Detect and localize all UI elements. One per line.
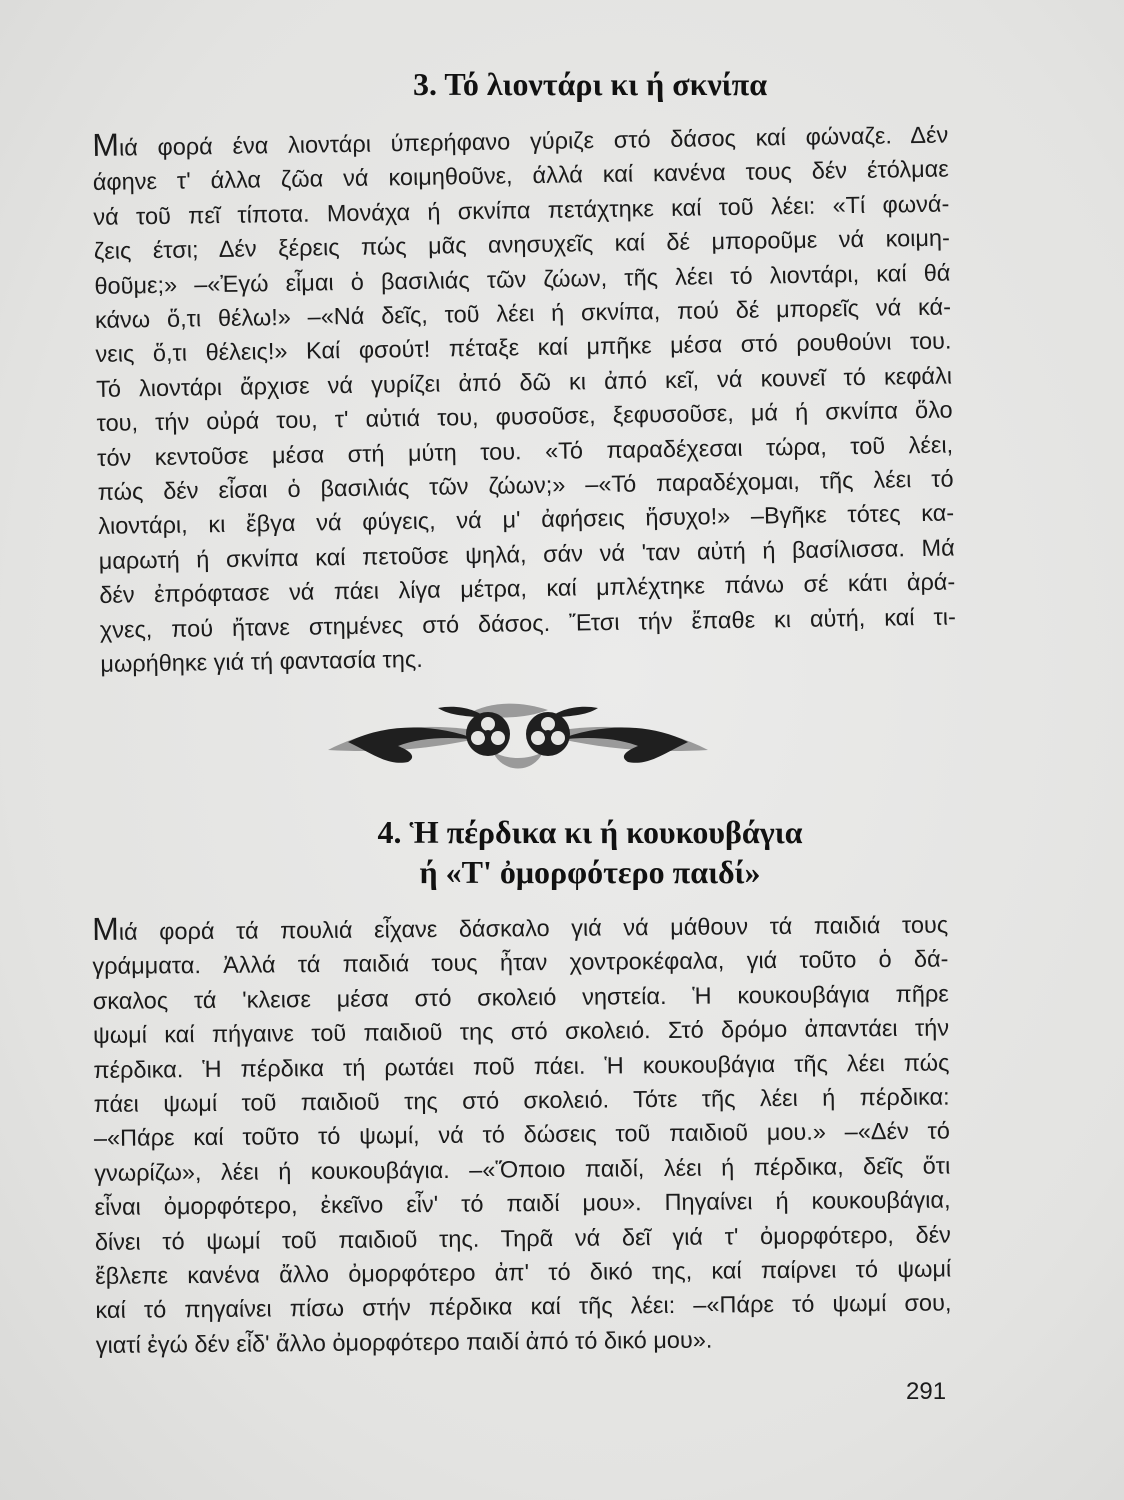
text-line: ἔβλεπε κανένα ἄλλο ὀμορφότερο ἀπ' τό δικό της, καί παίρνει τό ψωμί [95, 1255, 952, 1290]
drop-cap: Μ [91, 910, 119, 947]
text-line: πώς δέν εἶσαι ὁ βασιλιάς τῶν ζώων;» –«Τό παραδέχομαι, τῆς λέει τό [97, 465, 954, 506]
text-line: πάει ψωμί τοῦ παιδιοῦ της στό σκολειό. Τότε τῆς λέει ή πέρδικα: [93, 1083, 950, 1118]
text-line: λιοντάρι, κι ἔβγα νά φύγεις, νά μ' ἀφήσεις ἥσυχο!» –Βγῆκε τότες κα- [98, 499, 955, 540]
text-line: Μιά φορά τά πουλιά εἶχανε δάσκαλο γιά νά μάθουν τά παιδιά τους [91, 910, 949, 947]
text-line: γιατί ἐγώ δέν εἶδ' ἄλλο ὀμορφότερο παιδί ἀπό τό δικό μου». [95, 1326, 713, 1358]
text-line: πέρδικα. Ἡ πέρδικα τή ρωτάει ποῦ πάει. Ἡ κουκουβάγια τῆς λέει πώς [93, 1049, 950, 1083]
story2-text [92, 905, 952, 1363]
text-line: –«Πάρε καί τοῦτο τό ψωμί, νά τό δώσεις τοῦ παιδιοῦ μου.» –«Δέν τό [93, 1117, 951, 1152]
text-line: θοῦμε;» –«Ἐγώ εἶμαι ὁ βασιλιάς τῶν ζώων, τῆς λέει τό λιοντάρι, καί θά [94, 259, 951, 299]
text-line: εἶναι ὀμορφότερο, ἐκεῖνο εἶν' τό παιδί μου». Πηγαίνει ή κουκουβάγια, [94, 1186, 951, 1221]
text-line: δίνει τό ψωμί τοῦ παιδιοῦ της. Τηρᾶ νά δεῖ γιά τ' ὀμορφότερο, δέν [94, 1221, 951, 1255]
text-line: τόν κεντοῦσε μέσα στή μύτη του. «Τό παραδέχεσαι τώρα, τοῦ λέει, [96, 431, 954, 471]
text-line: σκαλος τά 'κλεισε μέσα στό σκολειό νηστεία. Ἡ κουκουβάγια πῆρε [92, 980, 949, 1014]
text-line: δέν ἐπρόφτασε νά πάει λίγα μέτρα, καί μπλέχτηκε πάνω σέ κάτι ἀρά- [99, 568, 956, 609]
story2-title-line2: ή «Τ' ὀμορφότερο παιδί» [419, 854, 761, 890]
text-line: νά τοῦ πεῖ τίποτα. Μονάχα ή σκνίπα πετάχτηκε καί τοῦ λέει: «Τί φωνά- [93, 190, 950, 230]
text-line: γράμματα. Ἀλλά τά παιδιά τους ἦταν χοντροκέφαλα, γιά τοῦτο ὁ δά- [92, 945, 949, 980]
text-line: καί τό πηγαίνει πίσω στήν πέρδικα καί τῆς λέει: –«Πάρε τό ψωμί σου, [95, 1289, 952, 1324]
text-line: άφηνε τ' άλλα ζῶα νά κοιμηθοῦνε, άλλά καί κανένα τους δέν έτόλμαε [92, 155, 949, 196]
text-line: νεις ὅ,τι θέλεις!» Καί φσούτ! πέταξε καί μπῆκε μέσα στό ρουθούνι του. [95, 327, 952, 368]
drop-cap: Μ [91, 126, 120, 163]
text-line: ψωμί καί πήγαινε τοῦ παιδιοῦ της στό σκολειό. Στό δρόμο ἀπαντάει τήν [92, 1014, 950, 1049]
floral-ornament-icon [318, 694, 718, 774]
text-line: ζεις έτσι; Δέν ξέρεις πώς μᾶς ανησυχεῖς καί δέ μποροῦμε νά κοιμη- [93, 224, 951, 265]
text-line: γνωρίζω», λέει ή κουκουβάγια. –«Ὅποιο παιδί, λέει ή πέρδικα, δεῖς ὅτι [94, 1152, 951, 1186]
text-line: του, τήν οὐρά του, τ' αὐτιά του, φυσοῦσε, ξεφυσοῦσε, μά ή σκνίπα ὅλο [96, 396, 953, 437]
page-number: 291 [906, 1378, 947, 1405]
text-line: κάνω ὅ,τι θέλω!» –«Νά δεῖς, τοῦ λέει ή σκνίπα, πού δέ μπορεῖς νά κά- [94, 293, 952, 334]
story1-text [92, 115, 957, 682]
story1-title: 3. Τό λιοντάρι κι ή σκνίπα [412, 66, 768, 102]
text-line: μαρωτή ή σκνίπα καί πετοῦσε ψηλά, σάν νά 'ταν αὐτή ή βασίλισσα. Μά [98, 534, 955, 574]
text-line: μωρήθηκε γιά τή φαντασία της. [100, 645, 423, 678]
text-line: Μιά φορά ένα λιοντάρι ύπερήφανο γύριζε στό δάσος καί φώναζε. Δέν [91, 121, 949, 163]
text-line: χνες, πού ἤτανε στημένες στό δάσος. Ἔτσι τήν ἔπαθε κι αὐτή, καί τι- [99, 603, 956, 643]
story2-title-line1: 4. Ἡ πέρδικα κι ή κουκουβάγια [377, 814, 803, 850]
text-line: Τό λιοντάρι ἄρχισε νά γυρίζει ἀπό δῶ κι ἀπό κεῖ, νά κουνεῖ τό κεφάλι [95, 362, 953, 402]
story2-title [28, 812, 1124, 892]
